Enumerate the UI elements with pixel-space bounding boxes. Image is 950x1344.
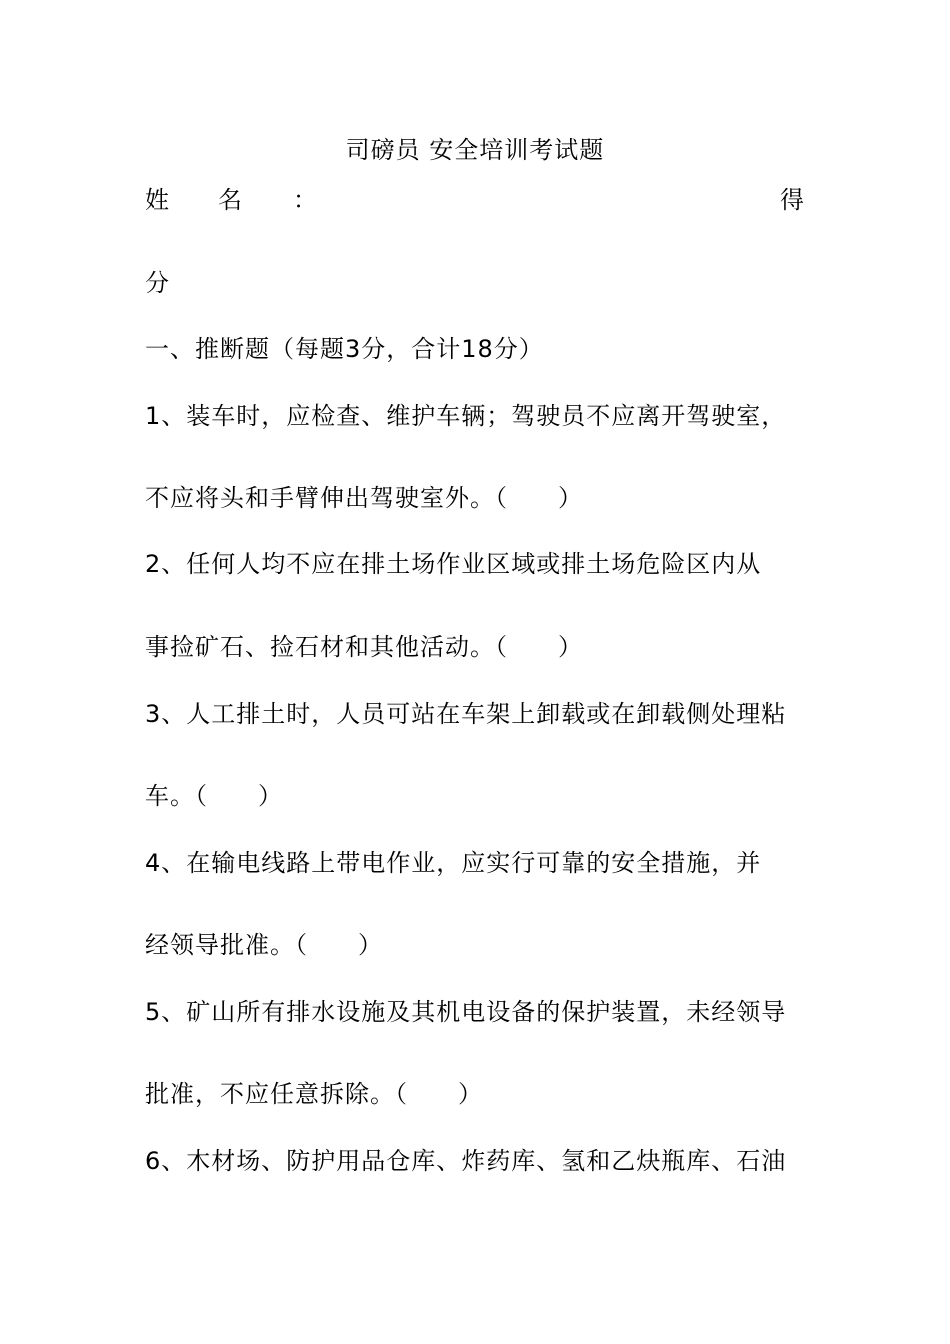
question-line: 3、人工排土时，人员可站在车架上卸载或在卸载侧处理粘 (145, 700, 787, 728)
question-line: 2、任何人均不应在排土场作业区域或排土场危险区内从 (145, 550, 762, 578)
question-line: 批准，不应任意拆除。（ ） (145, 1080, 483, 1108)
section-heading: 一、推断题（每题3分，合计18分） (145, 335, 544, 363)
score-label-char-2: 分 (145, 269, 170, 297)
name-label-colon: ： (293, 186, 317, 214)
name-label-char-1: 姓 (145, 186, 169, 214)
question-line: 6、木材场、防护用品仓库、炸药库、氢和乙炔瓶库、石油 (145, 1147, 787, 1175)
score-label-char-1: 得 (780, 186, 804, 214)
question-line: 经领导批准。（ ） (145, 931, 383, 959)
document-title: 司磅员 安全培训考试题 (345, 136, 605, 164)
question-line: 车。（ ） (145, 782, 283, 810)
question-line: 4、在输电线路上带电作业，应实行可靠的安全措施，并 (145, 849, 762, 877)
question-line: 5、矿山所有排水设施及其机电设备的保护装置，未经领导 (145, 998, 787, 1026)
question-line: 事捡矿石、捡石材和其他活动。（ ） (145, 633, 583, 661)
question-line: 不应将头和手臂伸出驾驶室外。（ ） (145, 484, 583, 512)
question-line: 1、装车时，应检查、维护车辆；驾驶员不应离开驾驶室， (145, 402, 787, 430)
name-label-char-2: 名 (218, 186, 242, 214)
